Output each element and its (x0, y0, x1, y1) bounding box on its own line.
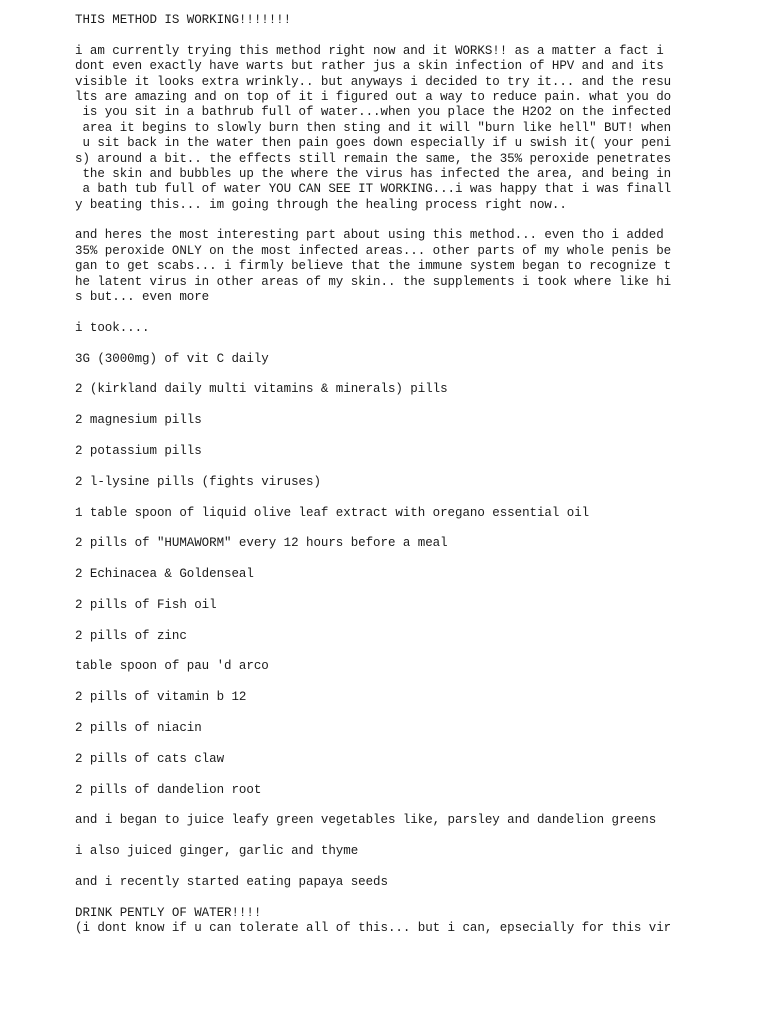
paragraph-2 (75, 228, 755, 305)
list-item: 2 (kirkland daily multi vitamins & minerals) pills (75, 382, 448, 397)
list-item: and i began to juice leafy green vegetables like, parsley and dandelion greens (75, 813, 657, 828)
paragraph-line: he latent virus in other areas of my skin.. the supplements i took where like hi (75, 274, 672, 289)
list-item: 2 Echinacea & Goldenseal (75, 567, 254, 582)
paragraph-line: the skin and bubbles up the where the virus has infected the area, and being in (75, 166, 672, 181)
list-item: 3G (3000mg) of vit C daily (75, 351, 269, 366)
list-item: 1 table spoon of liquid olive leaf extract with oregano essential oil (75, 505, 590, 520)
list-item: 2 pills of Fish oil (75, 597, 217, 612)
spacer (75, 213, 755, 228)
closing-line: DRINK PENTLY OF WATER!!!! (75, 905, 262, 920)
document-page (75, 13, 755, 936)
list-intro: i took.... (75, 320, 150, 335)
spacer (75, 305, 755, 320)
paragraph-line: gan to get scabs... i firmly believe that the immune system began to recognize t (75, 259, 672, 274)
paragraph-line: y beating this... im going through the healing process right now.. (75, 197, 567, 212)
list-item: 2 pills of dandelion root (75, 782, 262, 797)
paragraph-line: is you sit in a bathrub full of water...when you place the H2O2 on the infected (75, 105, 672, 120)
list-item: 2 pills of niacin (75, 720, 202, 735)
list-item: 2 pills of zinc (75, 628, 187, 643)
closing-note (75, 906, 755, 937)
supplement-list (75, 352, 755, 891)
spacer (75, 28, 755, 43)
list-item: 2 pills of vitamin b 12 (75, 690, 247, 705)
paragraph-line: i am currently trying this method right now and it WORKS!! as a matter a fact i (75, 43, 664, 58)
paragraph-1 (75, 44, 755, 213)
closing-line: (i dont know if u can tolerate all of this... but i can, epsecially for this vir (75, 921, 672, 936)
list-item: i also juiced ginger, garlic and thyme (75, 844, 359, 859)
paragraph-line: a bath tub full of water YOU CAN SEE IT WORKING...i was happy that i was finall (75, 182, 672, 197)
list-item: 2 l-lysine pills (fights viruses) (75, 474, 321, 489)
paragraph-line: s) around a bit.. the effects still remain the same, the 35% peroxide penetrates (75, 151, 672, 166)
paragraph-line: s but... even more (75, 290, 210, 305)
list-item: 2 pills of "HUMAWORM" every 12 hours before a meal (75, 536, 448, 551)
list-item: 2 magnesium pills (75, 413, 202, 428)
document-title: THIS METHOD IS WORKING!!!!!!! (75, 13, 292, 27)
list-item: and i recently started eating papaya seeds (75, 874, 388, 889)
paragraph-line: u sit back in the water then pain goes down especially if u swish it( your peni (75, 136, 672, 151)
paragraph-line: lts are amazing and on top of it i figured out a way to reduce pain. what you do (75, 89, 672, 104)
paragraph-line: area it begins to slowly burn then sting and it will "burn like hell" BUT! when (75, 120, 672, 135)
list-item: 2 potassium pills (75, 443, 202, 458)
list-item: table spoon of pau 'd arco (75, 659, 269, 674)
paragraph-line: 35% peroxide ONLY on the most infected areas... other parts of my whole penis be (75, 243, 672, 258)
list-item: 2 pills of cats claw (75, 751, 225, 766)
paragraph-line: visible it looks extra wrinkly.. but anyways i decided to try it... and the resu (75, 74, 672, 89)
paragraph-line: and heres the most interesting part about using this method... even tho i added (75, 228, 664, 243)
paragraph-line: dont even exactly have warts but rather jus a skin infection of HPV and and its (75, 59, 664, 74)
